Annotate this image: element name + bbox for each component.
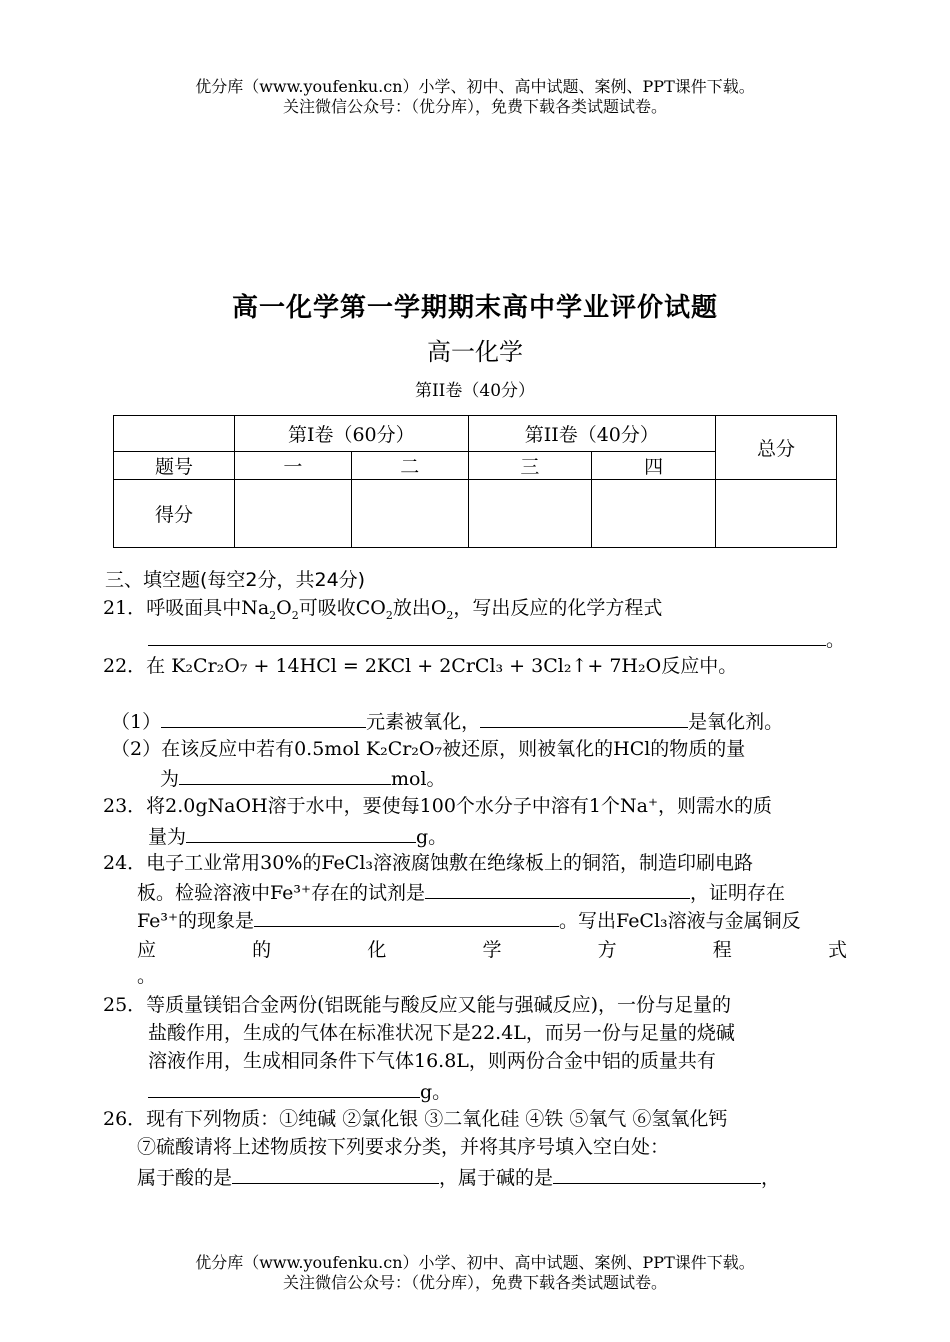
answer-23-blank[interactable] — [186, 822, 416, 843]
question-25-line2: 盐酸作用，生成的气体在标准状况下是22.4L，而另一份与足量的烧碱 — [148, 1022, 735, 1044]
answer-24-phenomenon-blank[interactable] — [254, 906, 559, 927]
answer-24-reagent-blank[interactable] — [425, 878, 690, 899]
score-table — [113, 415, 837, 548]
question-26-line3: 属于酸的是 ，属于碱的是 ， — [137, 1163, 780, 1191]
question-22-part-1: （1） 元素被氧化， 是氧化剂。 — [111, 707, 783, 735]
footer-line-2: 关注微信公众号：（优分库），免费下载各类试题试卷。 — [282, 1273, 667, 1292]
table-col-1: 一 — [235, 452, 352, 480]
table-total-header: 总分 — [716, 416, 837, 480]
table-vol1-header: 第I卷（60分） — [235, 416, 469, 452]
page-title: 高一化学第一学期期末高中学业评价试题 — [231, 293, 718, 323]
page-subtitle: 高一化学 — [427, 338, 523, 366]
section-heading: 三、填空题(每空2分，共24分) — [105, 569, 366, 591]
footer-line-1: 优分库（www.youfenku.cn）小学、初中、高中试题、案例、PPT课件下载。 — [195, 1253, 755, 1272]
answer-22-2-blank[interactable] — [179, 764, 391, 785]
table-col-3: 三 — [468, 452, 592, 480]
table-vol2-header: 第II卷（40分） — [468, 416, 715, 452]
question-25: 25．等质量镁铝合金两份(铝既能与酸反应又能与强碱反应)，一份与足量的 — [103, 994, 732, 1016]
score-cell-2[interactable] — [351, 480, 468, 548]
question-25-line3: 溶液作用，生成相同条件下气体16.8L，则两份合金中铝的质量共有 — [148, 1050, 716, 1072]
volume-label: 第II卷（40分） — [414, 381, 536, 401]
question-22: 22．在 K₂Cr₂O₇ + 14HCl = 2KCl + 2CrCl₃ + 3Cl₂↑+ 7H₂O反应中。 — [103, 655, 738, 677]
table-row-label: 题号 — [114, 452, 235, 480]
question-23-line2: 量为 g。 — [148, 822, 447, 850]
answer-21-blank[interactable] — [148, 625, 826, 646]
table-score-label: 得分 — [114, 480, 235, 548]
table-col-4: 四 — [592, 452, 716, 480]
question-21: 21．呼吸面具中$Na_2O_2$可吸收$CO_2$放出$O_2$，写出反应的化学方程式 — [103, 597, 663, 622]
table-corner-cell — [114, 416, 235, 452]
header-line-1: 优分库（www.youfenku.cn）小学、初中、高中试题、案例、PPT课件下载。 — [195, 77, 755, 96]
question-24: 24．电子工业常用30%的FeCl₃溶液腐蚀敷在绝缘板上的铜箔，制造印刷电路 — [103, 852, 754, 874]
answer-21-line: 。 — [148, 625, 845, 653]
question-24-line2: 板。检验溶液中Fe³⁺存在的试剂是 ，证明存在 — [137, 878, 785, 906]
question-22-part-2-line2: 为 mol。 — [160, 764, 446, 792]
answer-22-1a-blank[interactable] — [161, 707, 366, 728]
answer-26-acid-blank[interactable] — [232, 1163, 439, 1184]
answer-22-1b-blank[interactable] — [480, 707, 688, 728]
score-cell-1[interactable] — [235, 480, 352, 548]
question-25-line4: g。 — [148, 1077, 451, 1105]
question-24-line4: 应 的 化 学 方 程 式 — [137, 939, 847, 961]
question-26-line2: ⑦硫酸请将上述物质按下列要求分类，并将其序号填入空白处： — [137, 1136, 670, 1158]
score-cell-4[interactable] — [592, 480, 716, 548]
score-cell-total[interactable] — [716, 480, 837, 548]
answer-26-base-blank[interactable] — [553, 1163, 761, 1184]
answer-25-blank[interactable] — [148, 1077, 420, 1098]
question-22-part-2: （2）在该反应中若有0.5mol K₂Cr₂O₇被还原，则被氧化的HCl的物质的量 — [111, 738, 746, 760]
question-26: 26．现有下列物质：①纯碱 ②氯化银 ③二氧化硅 ④铁 ⑤氧气 ⑥氢氧化钙 — [103, 1108, 728, 1130]
header-line-2: 关注微信公众号：（优分库），免费下载各类试题试卷。 — [282, 97, 667, 116]
score-cell-3[interactable] — [468, 480, 592, 548]
question-24-line5: 。 — [137, 965, 157, 987]
question-24-line3: Fe³⁺的现象是 。写出FeCl₃溶液与金属铜反 — [137, 906, 801, 934]
question-23: 23．将2.0gNaOH溶于水中，要使每100个水分子中溶有1个Na⁺，则需水的质 — [103, 795, 772, 817]
table-col-2: 二 — [351, 452, 468, 480]
